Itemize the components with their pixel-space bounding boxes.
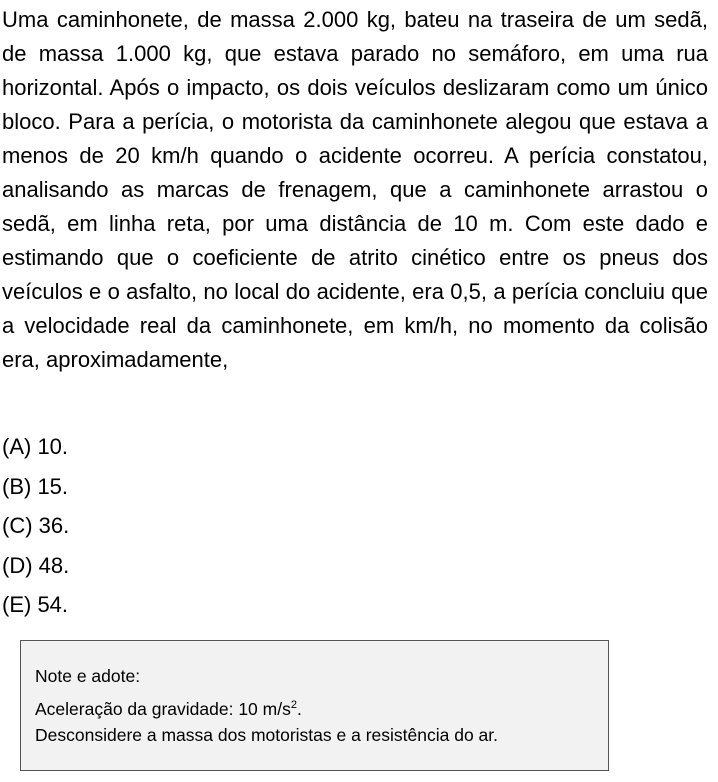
note-gravity-text: Aceleração da gravidade: 10 m/s	[35, 699, 291, 719]
option-b: (B) 15.	[2, 473, 69, 499]
answer-options	[2, 427, 69, 625]
note-box	[20, 640, 609, 771]
question-text: Uma caminhonete, de massa 2.000 kg, bateu na traseira de um sedã, de massa 1.000 kg, que estava parado no semáforo, em uma rua horizontal. Após o impacto, os dois veículos deslizaram como um único bloco. Para a perícia, o motorista da caminhonete alegou que estava a menos de 20 km/h quando o acidente ocorreu. A perícia constatou, analisando as marcas de frenagem, que a caminhonete arrastou o sedã, em linha reta, por uma distância de 10 m. Com este dado e estimando que o coeficiente de atrito cinético entre os pneus dos veículos e o asfalto, no local do acidente, era 0,5, a perícia concluiu que a velocidade real da caminhonete, em km/h, no momento da colisão era, aproximadamente,	[2, 7, 708, 372]
option-a: (A) 10.	[2, 434, 69, 459]
option-d: (D) 48.	[2, 552, 70, 578]
note-gravity-exponent: 2	[290, 699, 297, 711]
option-c: (C) 36.	[2, 513, 70, 538]
option-e: (E) 54.	[2, 592, 69, 617]
note-gravity-suffix: .	[296, 699, 302, 719]
note-gravity	[35, 696, 594, 722]
note-title: Note e adote:	[35, 666, 141, 686]
note-disclaimer: Desconsidere a massa dos motoristas e a resistência do ar.	[35, 725, 498, 745]
